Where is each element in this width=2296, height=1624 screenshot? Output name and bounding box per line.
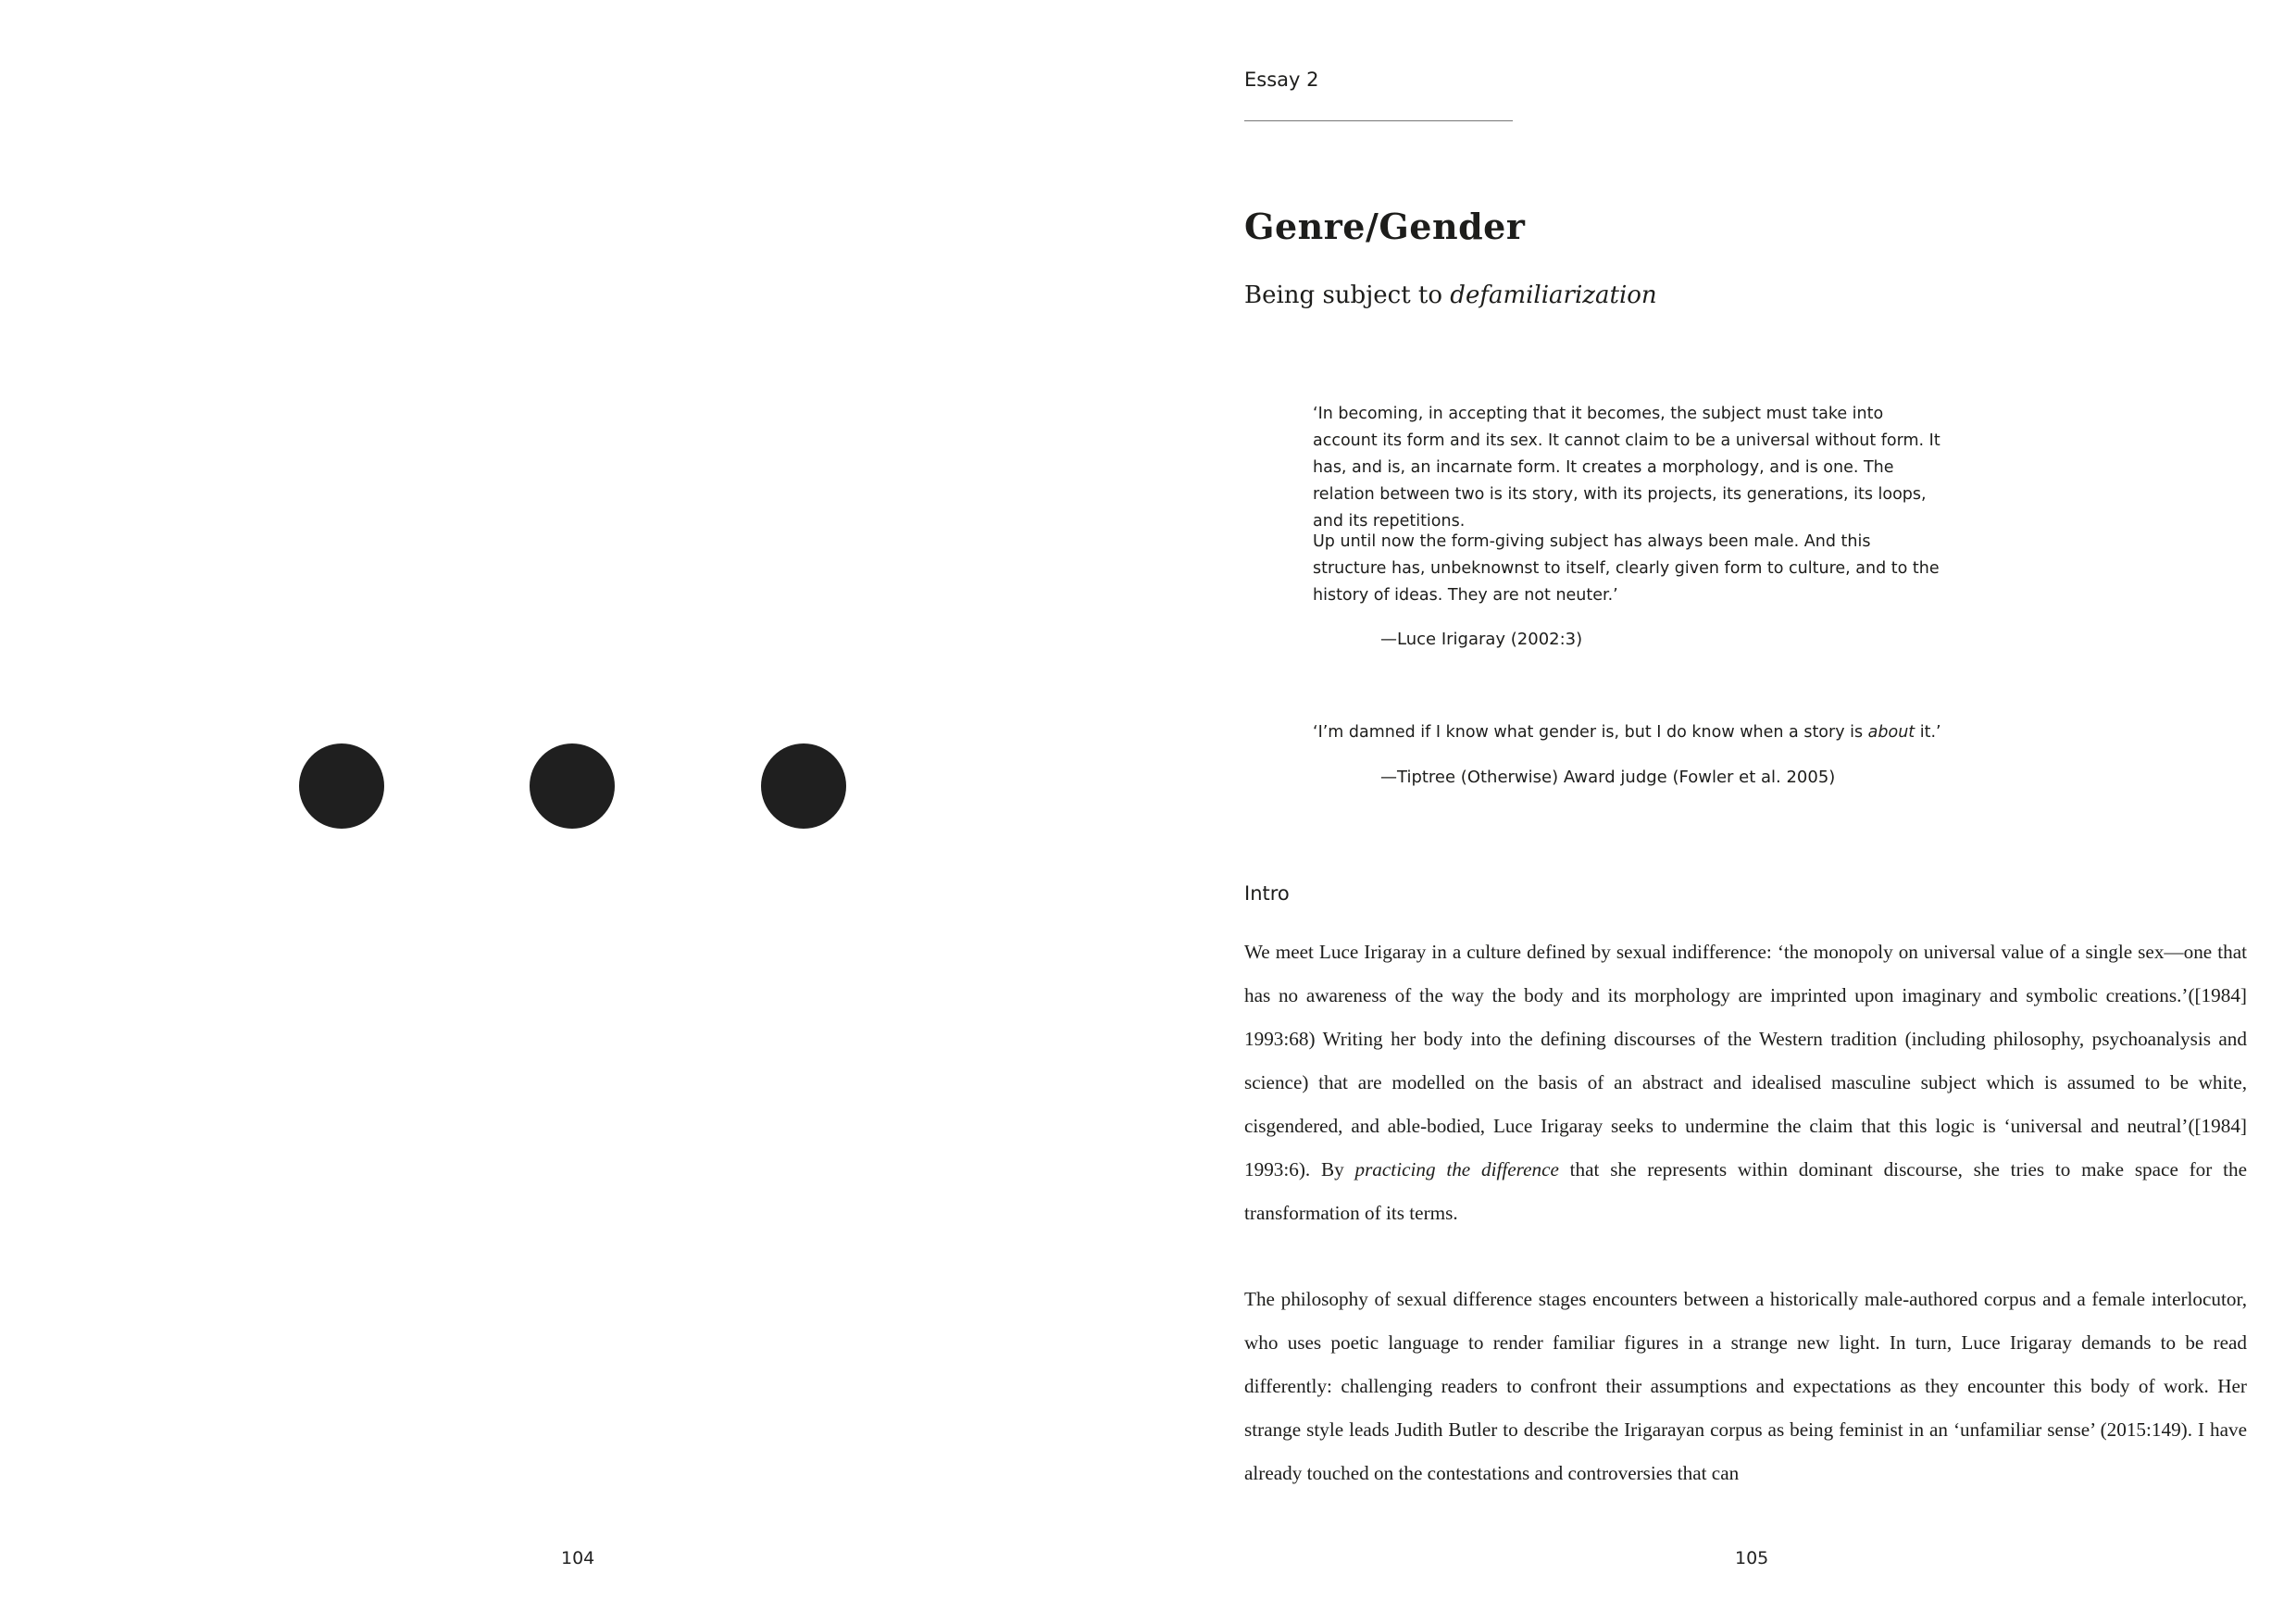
page-subtitle <box>1244 281 1657 309</box>
header-rule <box>1244 120 1513 121</box>
epigraph2-after: it.’ <box>1915 723 1941 742</box>
decorative-dot-2 <box>530 743 615 829</box>
paragraph1-after: that she represents within dominant discourse, she tries to make space for the transformation of its terms. <box>1244 1158 2247 1224</box>
epigraph1-attribution: —Luce Irigaray (2002:3) <box>1380 630 1583 649</box>
decorative-dot-3 <box>761 743 846 829</box>
paragraph1-emphasis: practicing the difference <box>1354 1158 1559 1181</box>
page-title: Genre/Gender <box>1244 206 1526 247</box>
paragraph1-before: We meet Luce Irigaray in a culture defined by sexual indifference: ‘the monopoly on universal value of a single sex—one that has no awareness of the way the body and its morphology are imprinted upon imaginary and symbolic creations.’([1984] 1993:68) Writing her body into the defining discourses of the Western tradition (including philosophy, psychoanalysis and science) that are modelled on the basis of an abstract and idealised masculine subject which is assumed to be white, cisgendered, and able-bodied, Luce Irigaray seeks to undermine the claim that this logic is ‘universal and neutral’([1984] 1993:6). By <box>1244 941 2247 1181</box>
body-paragraph-1 <box>1244 931 2247 1235</box>
body-paragraph-2: The philosophy of sexual difference stages encounters between a historically male-authored corpus and a female interlocutor, who uses poetic language to render familiar figures in a strange new light. In turn, Luce Irigaray demands to be read differently: challenging readers to confront their assumptions and expectations as they encounter this body of work. Her strange style leads Judith Butler to describe the Irigarayan corpus as being feminist in an ‘unfamiliar sense’ (2015:149). I have already touched on the contestations and controversies that can <box>1244 1288 2247 1484</box>
epigraph2-attribution: —Tiptree (Otherwise) Award judge (Fowler et al. 2005) <box>1380 768 1836 787</box>
subtitle-prefix: Being subject to <box>1244 281 1451 309</box>
decorative-dot-1 <box>299 743 384 829</box>
epigraph1-para2: Up until now the form-giving subject has always been male. And this structure has, unbeknownst to itself, clearly given form to culture, and to the history of ideas. They are not neuter.’ <box>1313 532 1940 605</box>
right-page-number: 105 <box>1735 1548 1769 1568</box>
epigraph2-emphasis: about <box>1867 723 1915 742</box>
section-heading: Intro <box>1244 882 1290 905</box>
left-page-number: 104 <box>561 1548 595 1568</box>
epigraph2-text <box>1313 719 1942 746</box>
subtitle-emphasis: defamiliarization <box>1450 281 1657 309</box>
epigraph2-before: ‘I’m damned if I know what gender is, but I do know when a story is <box>1313 723 1868 742</box>
epigraph1-para1: ‘In becoming, in accepting that it becomes, the subject must take into account its form and its sex. It cannot claim to be a universal without form. It has, and is, an incarnate form. It creates a morphology, and is one. The relation between two is its story, with its projects, its generations, its loops, and its repetitions. <box>1313 405 1940 531</box>
running-header: Essay 2 <box>1244 69 1319 91</box>
